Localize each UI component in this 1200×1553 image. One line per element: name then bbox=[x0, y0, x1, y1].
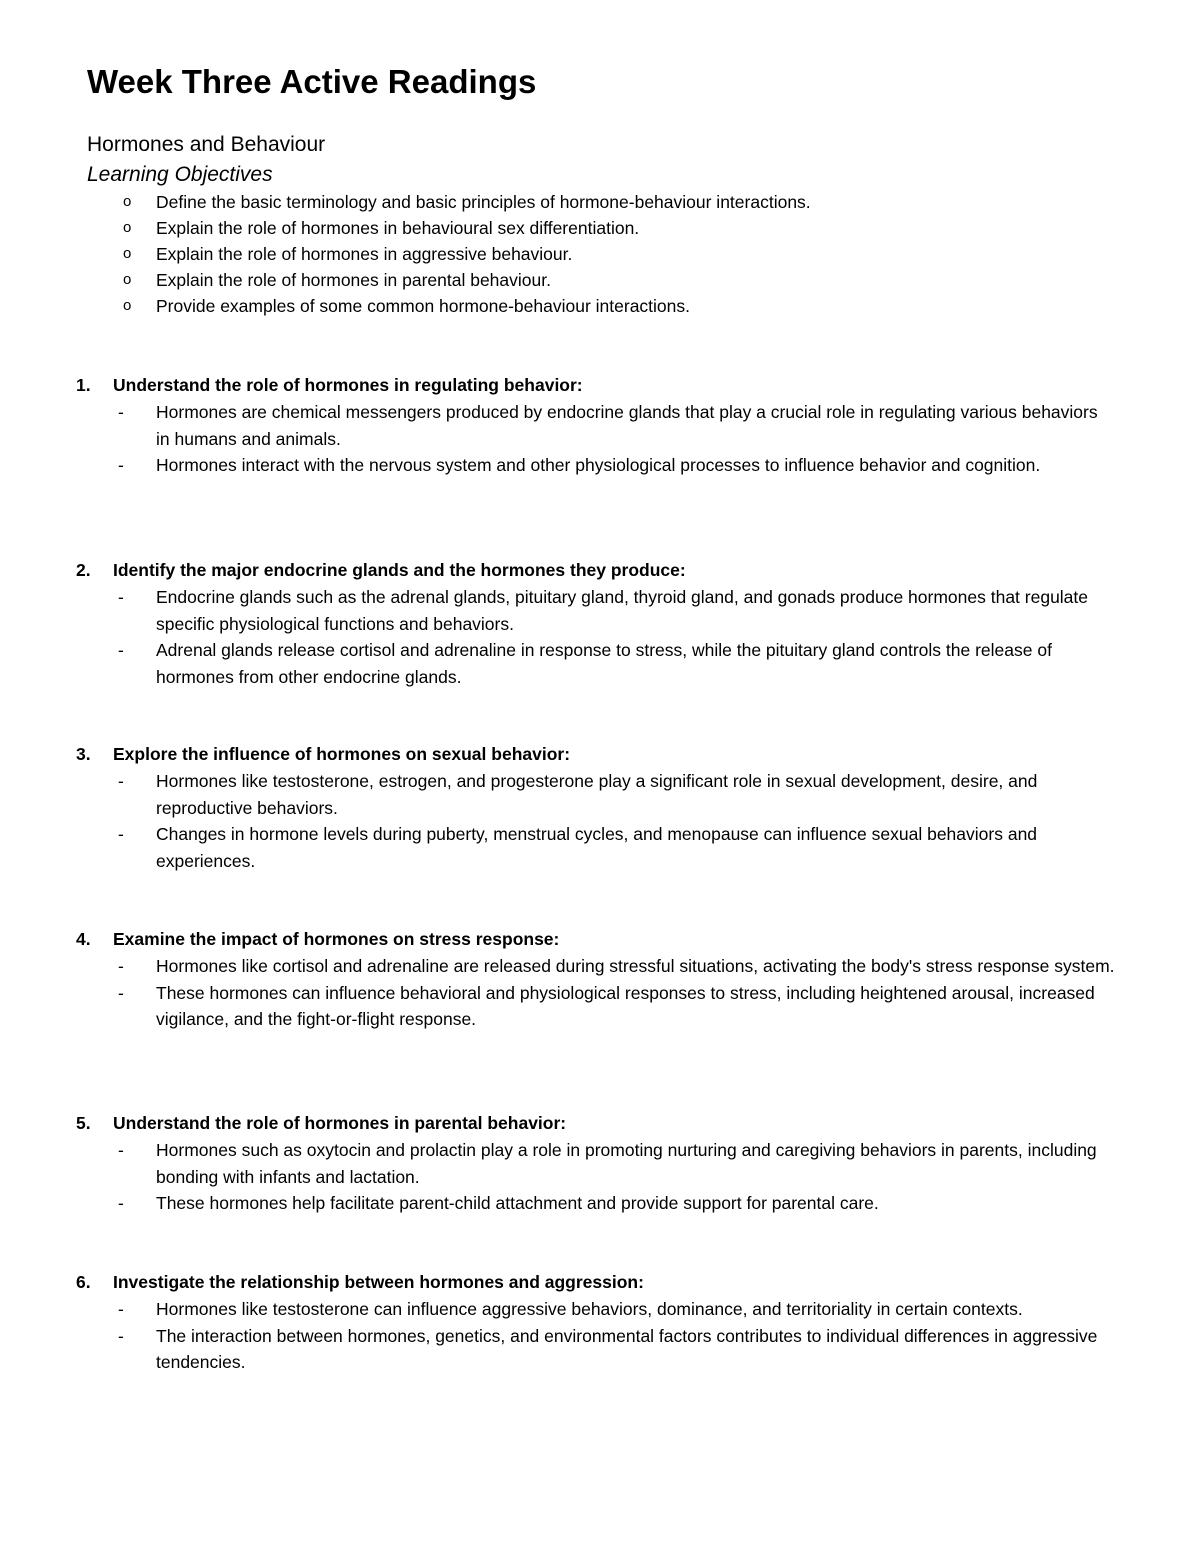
objective-text: Explain the role of hormones in parental behaviour. bbox=[156, 270, 551, 290]
dash-bullet-icon: - bbox=[118, 640, 124, 660]
topic-point bbox=[0, 1296, 1200, 1323]
topic-heading bbox=[0, 1269, 1200, 1296]
circle-bullet-icon: o bbox=[123, 193, 132, 210]
topic-heading bbox=[0, 741, 1200, 768]
topic-section bbox=[0, 926, 1200, 1033]
topic-section bbox=[0, 372, 1200, 479]
topic-points bbox=[0, 399, 1200, 479]
topic-number: 2. bbox=[76, 560, 91, 580]
dash-bullet-icon: - bbox=[118, 956, 124, 976]
dash-bullet-icon: - bbox=[118, 587, 124, 607]
topic-number: 6. bbox=[76, 1272, 91, 1292]
topic-point bbox=[0, 584, 1200, 637]
point-text: Hormones like testosterone, estrogen, and progesterone play a significant role in sexual development, desire, and reproductive behaviors. bbox=[156, 771, 1038, 818]
point-text: Endocrine glands such as the adrenal glands, pituitary gland, thyroid gland, and gonads produce hormones that regulate specific physiological functions and behaviors. bbox=[156, 587, 1089, 634]
circle-bullet-icon: o bbox=[123, 245, 132, 262]
topic-point bbox=[0, 399, 1200, 452]
topic-heading bbox=[0, 372, 1200, 399]
dash-bullet-icon: - bbox=[118, 982, 124, 1003]
topic-title: Investigate the relationship between hormones and aggression: bbox=[113, 1272, 644, 1292]
topic-title: Examine the impact of hormones on stress response: bbox=[113, 929, 560, 949]
topic-title: Identify the major endocrine glands and the hormones they produce: bbox=[113, 560, 686, 580]
section-heading: Hormones and Behaviour bbox=[87, 133, 326, 156]
topic-number: 5. bbox=[76, 1113, 91, 1133]
objective-text: Explain the role of hormones in behavioural sex differentiation. bbox=[156, 218, 640, 238]
topic-title: Understand the role of hormones in regulating behavior: bbox=[113, 375, 583, 395]
point-text: Changes in hormone levels during puberty, menstrual cycles, and menopause can influence sexual behaviors and experiences. bbox=[156, 824, 1038, 871]
topic-points bbox=[0, 953, 1200, 1033]
topic-number: 4. bbox=[76, 929, 91, 949]
point-text: Hormones such as oxytocin and prolactin play a role in promoting nurturing and caregiving behaviors in parents, including bonding with infants and lactation. bbox=[156, 1140, 1097, 1187]
topic-section bbox=[0, 1269, 1200, 1376]
dash-bullet-icon: - bbox=[118, 455, 124, 475]
dash-bullet-icon: - bbox=[118, 1193, 124, 1213]
objective-text: Explain the role of hormones in aggressive behaviour. bbox=[156, 244, 573, 264]
circle-bullet-icon: o bbox=[123, 219, 132, 236]
topic-point bbox=[0, 452, 1200, 479]
topic-point bbox=[0, 1190, 1200, 1217]
topic-point bbox=[0, 637, 1200, 690]
learning-objectives-label: Learning Objectives bbox=[87, 163, 273, 186]
topic-points bbox=[0, 584, 1200, 690]
dash-bullet-icon: - bbox=[118, 402, 124, 422]
circle-bullet-icon: o bbox=[123, 297, 132, 314]
document-title: Week Three Active Readings bbox=[87, 63, 537, 100]
point-text: Hormones like cortisol and adrenaline are released during stressful situations, activating the body's stress response system. bbox=[156, 956, 1115, 976]
point-text: Hormones like testosterone can influence aggressive behaviors, dominance, and territoriality in certain contexts. bbox=[156, 1299, 1023, 1319]
dash-bullet-icon: - bbox=[118, 1299, 124, 1319]
topic-heading bbox=[0, 1110, 1200, 1137]
objective-text: Define the basic terminology and basic principles of hormone-behaviour interactions. bbox=[156, 192, 811, 212]
point-text: These hormones help facilitate parent-child attachment and provide support for parental care. bbox=[156, 1193, 879, 1213]
topic-point bbox=[0, 768, 1200, 821]
topic-points bbox=[0, 768, 1200, 874]
point-text: Adrenal glands release cortisol and adrenaline in response to stress, while the pituitary gland controls the release of hormones from other endocrine glands. bbox=[156, 640, 1052, 687]
topic-section bbox=[0, 1110, 1200, 1217]
topic-points bbox=[0, 1137, 1200, 1217]
dash-bullet-icon: - bbox=[118, 1140, 124, 1160]
objective-text: Provide examples of some common hormone-behaviour interactions. bbox=[156, 296, 691, 316]
topic-point bbox=[0, 980, 1200, 1033]
topic-heading bbox=[0, 926, 1200, 953]
topic-section bbox=[0, 557, 1200, 690]
circle-bullet-icon: o bbox=[123, 271, 132, 288]
point-text: The interaction between hormones, genetics, and environmental factors contributes to individual differences in aggressive tendencies. bbox=[156, 1325, 1098, 1372]
dash-bullet-icon: - bbox=[118, 824, 124, 844]
topic-heading bbox=[0, 557, 1200, 584]
topic-point bbox=[0, 1323, 1200, 1376]
point-text: These hormones can influence behavioral and physiological responses to stress, including heightened arousal, increased vigilance, and the fight-or-flight response. bbox=[156, 982, 1095, 1029]
point-text: Hormones interact with the nervous system and other physiological processes to influence behavior and cognition. bbox=[156, 455, 1041, 475]
dash-bullet-icon: - bbox=[118, 1325, 124, 1346]
topic-point bbox=[0, 821, 1200, 874]
topic-point bbox=[0, 953, 1200, 980]
topic-points bbox=[0, 1296, 1200, 1376]
dash-bullet-icon: - bbox=[118, 771, 124, 791]
topic-number: 3. bbox=[76, 744, 91, 764]
topic-title: Understand the role of hormones in parental behavior: bbox=[113, 1113, 567, 1133]
point-text: Hormones are chemical messengers produced by endocrine glands that play a crucial role in regulating various behaviors in humans and animals. bbox=[156, 402, 1098, 449]
topic-point bbox=[0, 1137, 1200, 1190]
topic-title: Explore the influence of hormones on sexual behavior: bbox=[113, 744, 571, 764]
topic-number: 1. bbox=[76, 375, 91, 395]
topic-section bbox=[0, 741, 1200, 874]
